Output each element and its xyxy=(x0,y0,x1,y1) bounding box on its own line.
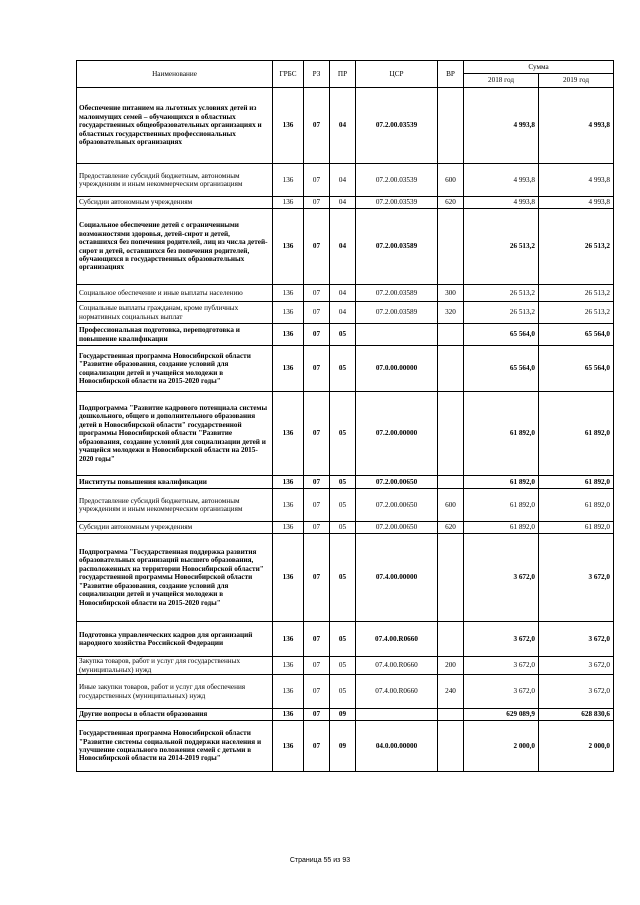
cell-vr: 600 xyxy=(438,489,464,522)
cell-name: Подготовка управленческих кадров для организаций народного хозяйства Российской Федерации xyxy=(77,622,273,657)
cell-vr: 600 xyxy=(438,164,464,197)
cell-s2018: 3 672,0 xyxy=(464,622,539,657)
header-rz: РЗ xyxy=(304,61,330,88)
table-row xyxy=(77,657,614,675)
table-row xyxy=(77,346,614,392)
cell-rz: 07 xyxy=(304,302,330,324)
cell-name: Субсидии автономным учреждениям xyxy=(77,197,273,209)
cell-vr xyxy=(438,392,464,476)
cell-pr: 04 xyxy=(330,164,356,197)
cell-s2018: 3 672,0 xyxy=(464,675,539,709)
cell-s2019: 61 892,0 xyxy=(539,476,614,489)
cell-grbs: 136 xyxy=(273,534,304,622)
cell-name: Предоставление субсидий бюджетным, автономным учреждениям и иным некоммерческим организациям xyxy=(77,489,273,522)
cell-grbs: 136 xyxy=(273,522,304,534)
cell-csr: 07.0.00.00000 xyxy=(356,346,438,392)
cell-csr: 04.0.00.00000 xyxy=(356,721,438,772)
cell-rz: 07 xyxy=(304,88,330,164)
cell-rz: 07 xyxy=(304,534,330,622)
cell-vr xyxy=(438,476,464,489)
cell-rz: 07 xyxy=(304,709,330,721)
cell-csr: 07.4.00.00000 xyxy=(356,534,438,622)
cell-rz: 07 xyxy=(304,346,330,392)
cell-s2019: 628 830,6 xyxy=(539,709,614,721)
header-pr: ПР xyxy=(330,61,356,88)
cell-s2018: 61 892,0 xyxy=(464,522,539,534)
table-row xyxy=(77,285,614,302)
table-row xyxy=(77,709,614,721)
cell-pr: 09 xyxy=(330,721,356,772)
cell-csr xyxy=(356,709,438,721)
cell-grbs: 136 xyxy=(273,197,304,209)
header-vr: ВР xyxy=(438,61,464,88)
table-row xyxy=(77,302,614,324)
table-row xyxy=(77,392,614,476)
cell-rz: 07 xyxy=(304,675,330,709)
cell-vr: 300 xyxy=(438,285,464,302)
cell-s2019: 3 672,0 xyxy=(539,675,614,709)
cell-vr: 620 xyxy=(438,522,464,534)
cell-s2019: 4 993,8 xyxy=(539,164,614,197)
table-row xyxy=(77,721,614,772)
cell-rz: 07 xyxy=(304,489,330,522)
cell-grbs: 136 xyxy=(273,209,304,285)
cell-name: Иные закупки товаров, работ и услуг для обеспечения государственных (муниципальных) нужд xyxy=(77,675,273,709)
table-row xyxy=(77,489,614,522)
cell-csr: 07.2.00.03539 xyxy=(356,197,438,209)
cell-rz: 07 xyxy=(304,622,330,657)
cell-s2019: 61 892,0 xyxy=(539,489,614,522)
cell-csr: 07.2.00.00650 xyxy=(356,522,438,534)
page-number: Страница 55 из 93 xyxy=(289,857,351,864)
cell-rz: 07 xyxy=(304,164,330,197)
table-row xyxy=(77,324,614,346)
cell-grbs: 136 xyxy=(273,675,304,709)
cell-csr: 07.2.00.03539 xyxy=(356,164,438,197)
cell-s2018: 61 892,0 xyxy=(464,476,539,489)
header-year-2019: 2019 год xyxy=(539,74,614,88)
cell-vr xyxy=(438,709,464,721)
cell-grbs: 136 xyxy=(273,392,304,476)
cell-csr xyxy=(356,324,438,346)
cell-pr: 04 xyxy=(330,285,356,302)
cell-csr: 07.2.00.03589 xyxy=(356,285,438,302)
cell-grbs: 136 xyxy=(273,324,304,346)
cell-s2018: 629 089,9 xyxy=(464,709,539,721)
cell-s2018: 26 513,2 xyxy=(464,209,539,285)
cell-rz: 07 xyxy=(304,522,330,534)
cell-csr: 07.2.00.03589 xyxy=(356,302,438,324)
cell-name: Профессиональная подготовка, переподготовка и повышение квалификации xyxy=(77,324,273,346)
table-row xyxy=(77,622,614,657)
cell-s2019: 3 672,0 xyxy=(539,534,614,622)
cell-s2019: 3 672,0 xyxy=(539,622,614,657)
cell-name: Предоставление субсидий бюджетным, автономным учреждениям и иным некоммерческим организациям xyxy=(77,164,273,197)
cell-csr: 07.2.00.03589 xyxy=(356,209,438,285)
cell-s2019: 65 564,0 xyxy=(539,324,614,346)
cell-csr: 07.4.00.R0660 xyxy=(356,675,438,709)
cell-vr xyxy=(438,534,464,622)
cell-s2019: 61 892,0 xyxy=(539,522,614,534)
cell-s2018: 26 513,2 xyxy=(464,285,539,302)
cell-vr xyxy=(438,209,464,285)
cell-rz: 07 xyxy=(304,721,330,772)
cell-rz: 07 xyxy=(304,392,330,476)
cell-s2018: 65 564,0 xyxy=(464,346,539,392)
cell-rz: 07 xyxy=(304,657,330,675)
cell-s2019: 4 993,8 xyxy=(539,197,614,209)
cell-vr xyxy=(438,721,464,772)
cell-vr xyxy=(438,622,464,657)
cell-pr: 04 xyxy=(330,88,356,164)
cell-grbs: 136 xyxy=(273,285,304,302)
cell-name: Социальные выплаты гражданам, кроме публичных нормативных социальных выплат xyxy=(77,302,273,324)
cell-grbs: 136 xyxy=(273,709,304,721)
cell-vr: 200 xyxy=(438,657,464,675)
cell-s2019: 65 564,0 xyxy=(539,346,614,392)
cell-s2018: 61 892,0 xyxy=(464,392,539,476)
cell-rz: 07 xyxy=(304,209,330,285)
cell-grbs: 136 xyxy=(273,346,304,392)
cell-pr: 04 xyxy=(330,197,356,209)
cell-s2018: 65 564,0 xyxy=(464,324,539,346)
header-csr: ЦСР xyxy=(356,61,438,88)
cell-s2018: 4 993,8 xyxy=(464,164,539,197)
table-row xyxy=(77,522,614,534)
cell-grbs: 136 xyxy=(273,88,304,164)
cell-pr: 05 xyxy=(330,622,356,657)
cell-s2018: 4 993,8 xyxy=(464,197,539,209)
cell-name: Социальное обеспечение и иные выплаты населению xyxy=(77,285,273,302)
cell-s2019: 26 513,2 xyxy=(539,209,614,285)
cell-grbs: 136 xyxy=(273,657,304,675)
cell-vr: 620 xyxy=(438,197,464,209)
table-row xyxy=(77,534,614,622)
cell-name: Государственная программа Новосибирской области "Развитие системы социальной поддержки населения и улучшение социального положения семей с детьми в Новосибирской области на 2014-2019 годы" xyxy=(77,721,273,772)
table-row xyxy=(77,197,614,209)
cell-pr: 05 xyxy=(330,346,356,392)
cell-s2019: 26 513,2 xyxy=(539,285,614,302)
cell-s2018: 3 672,0 xyxy=(464,657,539,675)
cell-rz: 07 xyxy=(304,197,330,209)
table-row xyxy=(77,88,614,164)
cell-vr xyxy=(438,324,464,346)
cell-name: Обеспечение питанием на льготных условиях детей из малоимущих семей – обучающихся в областных государственных общеобразовательных организациях и областных государственных профессиональных образовательных организациях xyxy=(77,88,273,164)
cell-csr: 07.4.00.R0660 xyxy=(356,657,438,675)
budget-table-page xyxy=(76,60,614,772)
cell-name: Закупка товаров, работ и услуг для государственных (муниципальных) нужд xyxy=(77,657,273,675)
cell-csr: 07.2.00.00650 xyxy=(356,476,438,489)
cell-csr: 07.2.00.00650 xyxy=(356,489,438,522)
cell-rz: 07 xyxy=(304,285,330,302)
cell-pr: 04 xyxy=(330,302,356,324)
cell-grbs: 136 xyxy=(273,476,304,489)
header-name: Наименование xyxy=(77,61,273,88)
cell-name: Субсидии автономным учреждениям xyxy=(77,522,273,534)
cell-s2018: 2 000,0 xyxy=(464,721,539,772)
header-grbs: ГРБС xyxy=(273,61,304,88)
cell-csr: 07.2.00.00000 xyxy=(356,392,438,476)
table-row xyxy=(77,476,614,489)
cell-name: Институты повышения квалификации xyxy=(77,476,273,489)
cell-s2019: 4 993,8 xyxy=(539,88,614,164)
cell-rz: 07 xyxy=(304,476,330,489)
cell-pr: 05 xyxy=(330,489,356,522)
cell-rz: 07 xyxy=(304,324,330,346)
cell-pr: 04 xyxy=(330,209,356,285)
cell-grbs: 136 xyxy=(273,164,304,197)
cell-vr: 240 xyxy=(438,675,464,709)
cell-grbs: 136 xyxy=(273,622,304,657)
cell-pr: 05 xyxy=(330,522,356,534)
cell-csr: 07.4.00.R0660 xyxy=(356,622,438,657)
header-sum: Сумма xyxy=(464,61,614,74)
cell-s2019: 3 672,0 xyxy=(539,657,614,675)
cell-s2019: 26 513,2 xyxy=(539,302,614,324)
cell-name: Государственная программа Новосибирской области "Развитие образования, создание условий для социализации детей и учащейся молодежи в Новосибирской области на 2015-2020 годы" xyxy=(77,346,273,392)
cell-name: Социальное обеспечение детей с ограниченными возможностями здоровья, детей-сирот и детей, оставшихся без попечения родителей, лиц из числа детей-сирот и детей, оставшихся без попечения родителей, обучающихся в государственных образовательных организациях xyxy=(77,209,273,285)
cell-name: Подпрограмма "Государственная поддержка развития образовательных организаций высшего образования, расположенных на территории Новосибирской области" государственной программы Новосибирской области "Развитие образования, создание условий для социализации детей и учащейся молодежи в Новосибирской области на 2015-2020 годы" xyxy=(77,534,273,622)
budget-table xyxy=(76,60,614,772)
cell-pr: 05 xyxy=(330,392,356,476)
cell-s2018: 26 513,2 xyxy=(464,302,539,324)
cell-name: Подпрограмма "Развитие кадрового потенциала системы дошкольного, общего и дополнительного образования детей в Новосибирской области" государственной программы Новосибирской области "Развитие образования, создание условий для социализации детей и учащейся молодежи в Новосибирской области на 2015-2020 годы" xyxy=(77,392,273,476)
cell-csr: 07.2.00.03539 xyxy=(356,88,438,164)
header-year-2018: 2018 год xyxy=(464,74,539,88)
cell-pr: 09 xyxy=(330,709,356,721)
cell-vr xyxy=(438,346,464,392)
cell-grbs: 136 xyxy=(273,489,304,522)
cell-pr: 05 xyxy=(330,476,356,489)
cell-grbs: 136 xyxy=(273,721,304,772)
cell-s2018: 61 892,0 xyxy=(464,489,539,522)
cell-s2018: 3 672,0 xyxy=(464,534,539,622)
cell-vr xyxy=(438,88,464,164)
table-row xyxy=(77,209,614,285)
cell-grbs: 136 xyxy=(273,302,304,324)
cell-pr: 05 xyxy=(330,534,356,622)
table-row xyxy=(77,164,614,197)
cell-s2019: 2 000,0 xyxy=(539,721,614,772)
cell-name: Другие вопросы в области образования xyxy=(77,709,273,721)
table-row xyxy=(77,675,614,709)
cell-pr: 05 xyxy=(330,675,356,709)
cell-s2019: 61 892,0 xyxy=(539,392,614,476)
cell-pr: 05 xyxy=(330,324,356,346)
cell-vr: 320 xyxy=(438,302,464,324)
cell-pr: 05 xyxy=(330,657,356,675)
cell-s2018: 4 993,8 xyxy=(464,88,539,164)
